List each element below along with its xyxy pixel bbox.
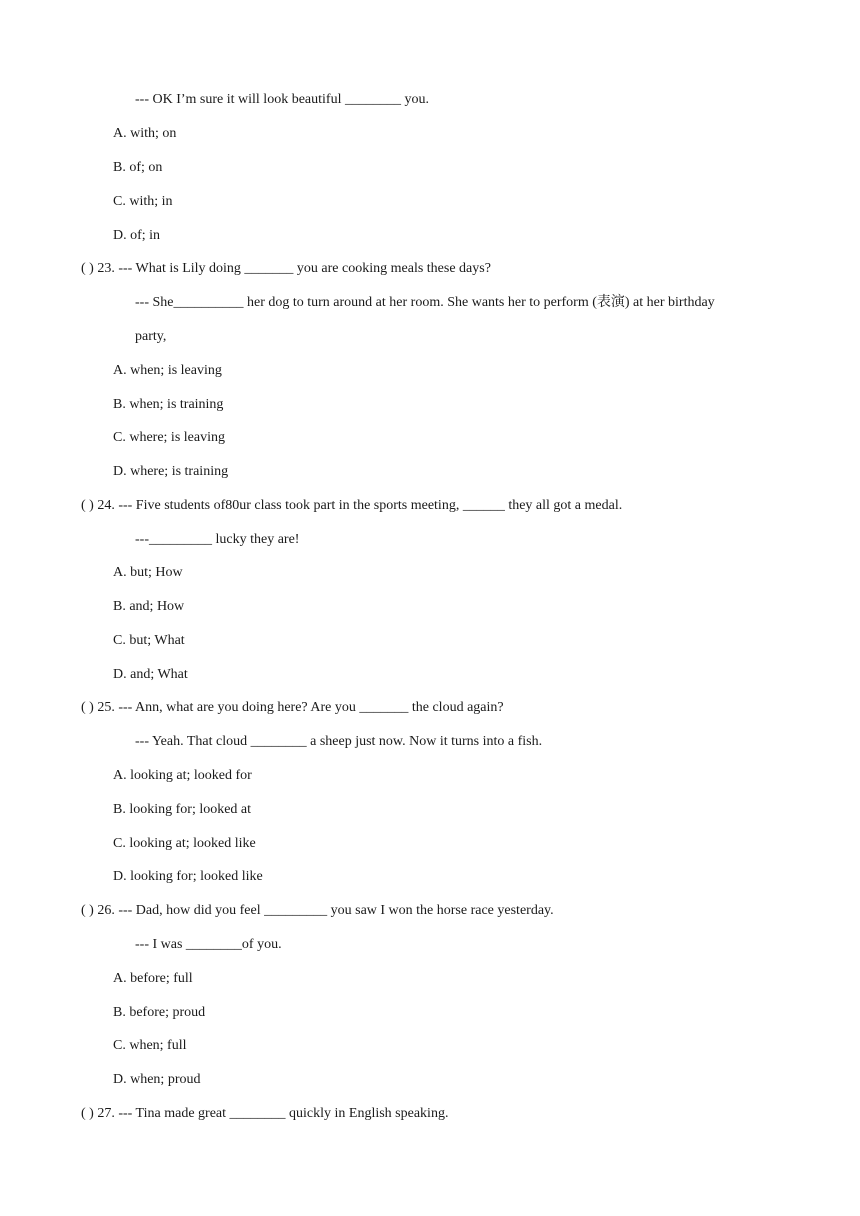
q23-option-d: D. where; is training <box>113 464 229 479</box>
q23-option-a: A. when; is leaving <box>113 363 222 378</box>
q23-option-c: C. where; is leaving <box>113 430 225 445</box>
q26-option-b: B. before; proud <box>113 1005 206 1020</box>
q25-option-c: C. looking at; looked like <box>113 836 256 851</box>
q26-question: ( ) 26. --- Dad, how did you feel _________ you saw I won the horse race yesterday. <box>81 903 554 918</box>
q23-answer-prompt-cont: party, <box>135 329 167 344</box>
q26-option-a: A. before; full <box>113 971 193 986</box>
q25-answer-prompt: --- Yeah. That cloud ________ a sheep just now. Now it turns into a fish. <box>135 734 543 749</box>
q23-option-b: B. when; is training <box>113 397 224 412</box>
q24-option-d: D. and; What <box>113 667 188 682</box>
q25-option-a: A. looking at; looked for <box>113 768 252 783</box>
q27-question: ( ) 27. --- Tina made great ________ quickly in English speaking. <box>81 1106 449 1121</box>
q23-answer-prompt: --- She__________ her dog to turn around at her room. She wants her to perform (表演) at her birthday <box>135 295 715 310</box>
q22-option-d: D. of; in <box>113 228 161 243</box>
q22-option-b: B. of; on <box>113 160 163 175</box>
q24-option-b: B. and; How <box>113 599 185 614</box>
q24-option-a: A. but; How <box>113 565 183 580</box>
q25-option-d: D. looking for; looked like <box>113 869 263 884</box>
q23-question: ( ) 23. --- What is Lily doing _______ you are cooking meals these days? <box>81 261 491 276</box>
q22-option-c: C. with; in <box>113 194 173 209</box>
q24-answer-prompt: ---_________ lucky they are! <box>135 532 300 547</box>
q22-option-a: A. with; on <box>113 126 177 141</box>
q26-option-d: D. when; proud <box>113 1072 201 1087</box>
q24-question: ( ) 24. --- Five students of80ur class took part in the sports meeting, ______ they all got a medal. <box>81 498 623 513</box>
q25-question: ( ) 25. --- Ann, what are you doing here? Are you _______ the cloud again? <box>81 700 504 715</box>
q24-option-c: C. but; What <box>113 633 185 648</box>
q26-option-c: C. when; full <box>113 1038 187 1053</box>
q26-answer-prompt: --- I was ________of you. <box>135 937 282 952</box>
q22-answer-prompt: --- OK I’m sure it will look beautiful ________ you. <box>135 92 429 107</box>
q25-option-b: B. looking for; looked at <box>113 802 252 817</box>
